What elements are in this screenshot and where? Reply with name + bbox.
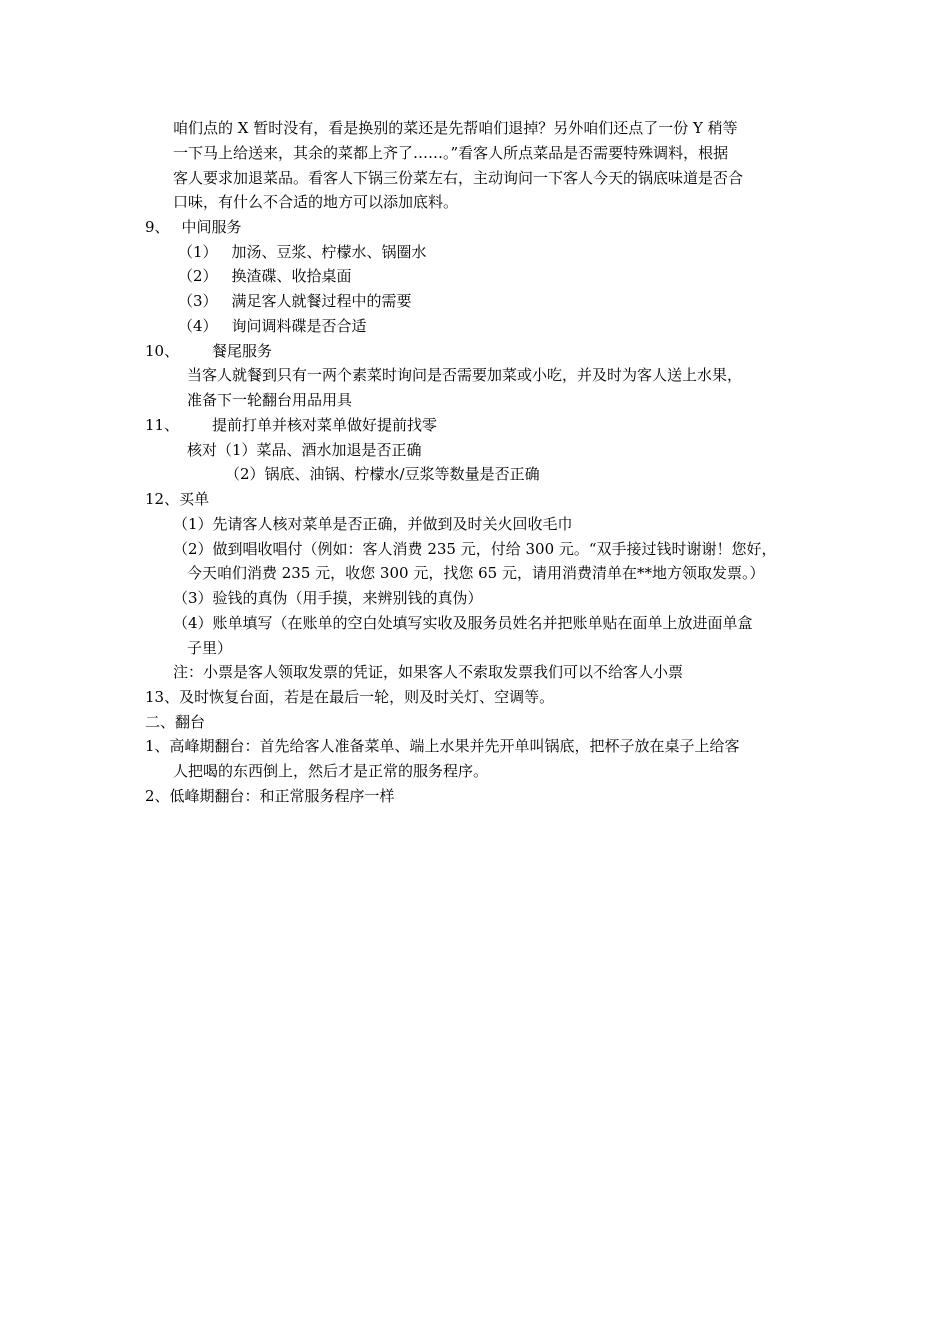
section-11-title: 提前打单并核对菜单做好提前找零 [212, 416, 438, 434]
list-item-continuation: 人把喝的东西倒上，然后才是正常的服务程序。 [173, 762, 489, 780]
list-item-continuation: 子里） [187, 639, 233, 657]
section-title: 中间服务 [181, 218, 242, 236]
item-number: （1） [178, 243, 218, 261]
list-item [178, 240, 427, 264]
list-item [178, 314, 367, 338]
item-number: （2） [178, 267, 218, 285]
item-number: （3） [178, 292, 218, 310]
section-11-number: 11、 [145, 416, 180, 434]
paragraph-line: 当客人就餐到只有一两个素菜时询问是否需要加菜或小吃，并及时为客人送上水果， [187, 366, 743, 384]
section-12-heading: 12、买单 [145, 490, 210, 508]
section-10-title: 餐尾服务 [212, 342, 273, 360]
item-text: 加汤、豆浆、柠檬水、锅圈水 [231, 243, 427, 261]
paragraph-line: 准备下一轮翻台用品用具 [187, 391, 353, 409]
item-text: 换渣碟、收拾桌面 [231, 267, 352, 285]
section-number: 9、 [145, 218, 170, 236]
item-number: （4） [178, 317, 218, 335]
section-13-line: 13、及时恢复台面，若是在最后一轮，则及时关灯、空调等。 [145, 688, 555, 706]
item-text: 询问调料碟是否合适 [231, 317, 367, 335]
paragraph-line: 客人要求加退菜品。看客人下锅三份菜左右，主动询问一下客人今天的锅底味道是否合 [173, 169, 744, 187]
check-line: （2）锅底、油锅、柠檬水/豆浆等数量是否正确 [225, 465, 540, 483]
item-text: 满足客人就餐过程中的需要 [231, 292, 412, 310]
list-item [178, 289, 412, 313]
list-item: （1）先请客人核对菜单是否正确，并做到及时关火回收毛巾 [173, 515, 573, 533]
list-item: （3）验钱的真伪（用手摸，来辨别钱的真伪） [173, 589, 483, 607]
section-10-number: 10、 [145, 342, 180, 360]
list-item [178, 264, 352, 288]
paragraph-line: 一下马上给送来，其余的菜都上齐了……。”看客人所点菜品是否需要特殊调料，根据 [173, 144, 729, 162]
list-item-continuation: 今天咱们消费 235 元，收您 300 元，找您 65 元，请用消费清单在**地方领取发票。） [187, 564, 765, 582]
list-item: 1、高峰期翻台：首先给客人准备菜单、端上水果并先开单叫锅底，把杯子放在桌子上给客 [145, 737, 740, 755]
check-line: 核对（1）菜品、酒水加退是否正确 [187, 441, 422, 459]
list-item: 2、低峰期翻台：和正常服务程序一样 [145, 787, 395, 805]
paragraph-line: 咱们点的 X 暂时没有，看是换别的菜还是先帮咱们退掉？另外咱们还点了一份 Y 稍等 [173, 119, 738, 137]
note-line: 注：小票是客人领取发票的凭证，如果客人不索取发票我们可以不给客人小票 [173, 663, 684, 681]
paragraph-line: 口味，有什么不合适的地方可以添加底料。 [173, 193, 459, 211]
list-item: （2）做到唱收唱付（例如：客人消费 235 元，付给 300 元。“双手接过钱时谢谢！您好， [173, 540, 777, 558]
list-item: （4）账单填写（在账单的空白处填写实收及服务员姓名并把账单贴在面单上放进面单盒 [173, 614, 753, 632]
part-2-heading: 二、翻台 [145, 713, 206, 731]
section-9-heading [145, 215, 242, 239]
